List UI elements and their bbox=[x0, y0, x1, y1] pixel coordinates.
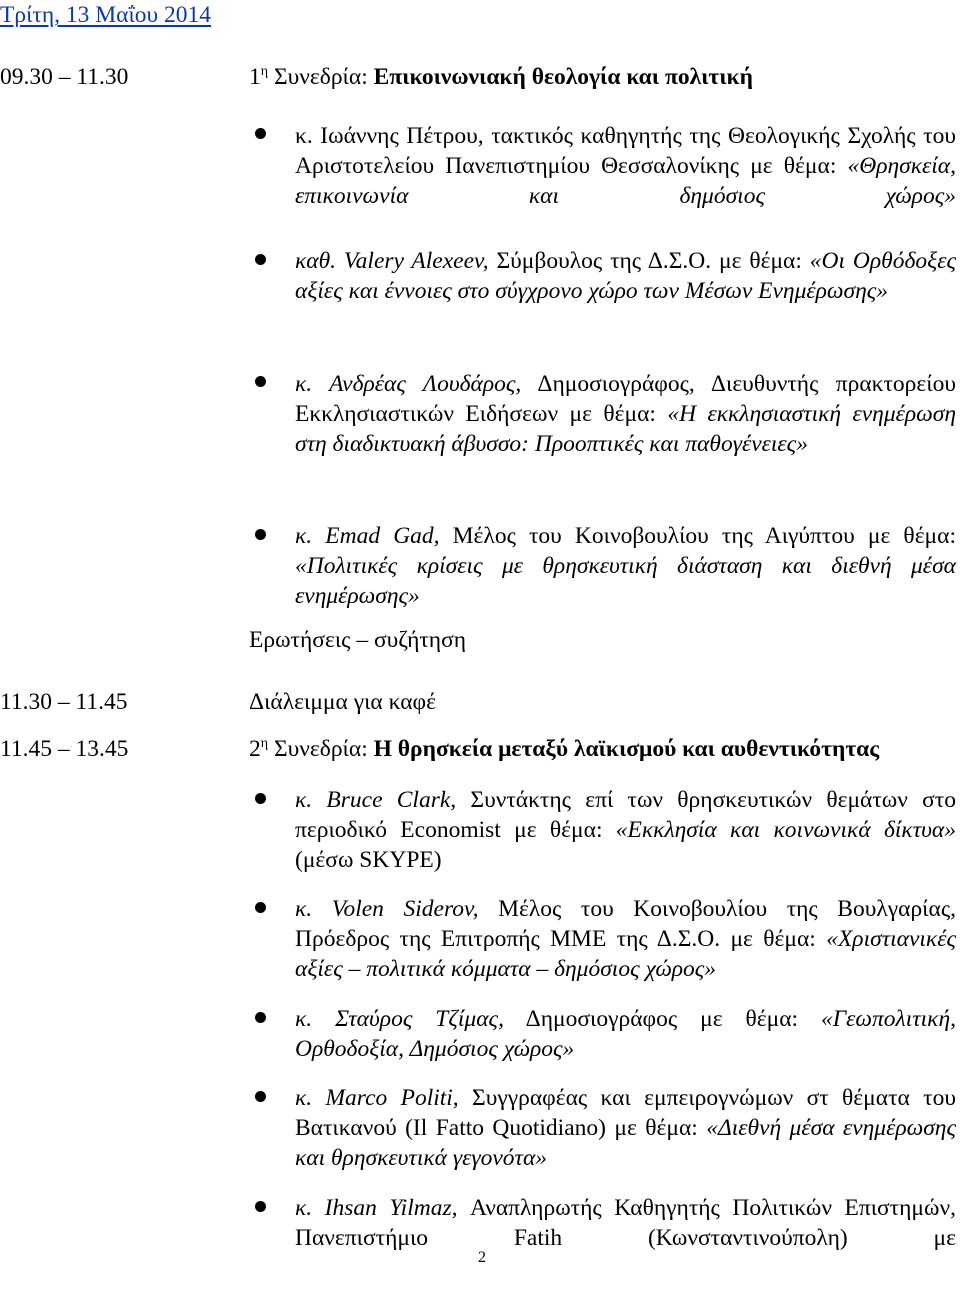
speaker-item-4 bbox=[295, 521, 956, 611]
talk-note: (μέσω SKYPE) bbox=[295, 847, 442, 873]
speaker-name: καθ. Valery Alexeev, bbox=[295, 248, 489, 274]
speaker-role: Δημοσιογράφος με θέμα: bbox=[503, 1006, 822, 1032]
session-2-title: Η θρησκεία μεταξύ λαϊκισμού και αυθεντικότητας bbox=[373, 736, 880, 762]
bullet-icon bbox=[255, 793, 266, 804]
page-number: 2 bbox=[478, 1249, 486, 1266]
session-2-prefix: Συνεδρία: bbox=[268, 736, 374, 762]
speaker-item-2 bbox=[295, 246, 956, 306]
speaker-item-9 bbox=[295, 1193, 956, 1253]
talk-title: «Πολιτικές κρίσεις με θρησκευτική διάσταση και διεθνή μέσα ενημέρωσης» bbox=[295, 553, 956, 609]
speaker-role: Δημοσιογράφος, Διευθυντής πρακτορείου Εκκλησιαστικών Ειδήσεων με θέμα: bbox=[295, 371, 956, 427]
speaker-text: κ. Ιωάννης Πέτρου, τακτικός καθηγητής της Θεολογικής Σχολής του Αριστοτελείου Πανεπιστημίου Θεσσαλονίκης με θέμα: bbox=[295, 123, 956, 179]
speaker-name: κ. Σταύρος Τζίμας, bbox=[295, 1006, 504, 1032]
break-time: 11.30 – 11.45 bbox=[0, 689, 128, 715]
speaker-role: Συντάκτης επί των θρησκευτικών θεμάτων στο περιοδικό Economist με θέμα: bbox=[295, 787, 956, 843]
talk-title: «Γεωπολιτική, Ορθοδοξία, Δημόσιος χώρος» bbox=[295, 1006, 956, 1062]
speaker-name: κ. Volen Siderov, bbox=[295, 896, 479, 922]
talk-title: «Οι Ορθόδοξες αξίες και έννοιες στο σύγχρονο χώρο των Μέσων Ενημέρωσης» bbox=[295, 248, 956, 304]
speaker-name: κ. Ανδρέας Λουδάρος, bbox=[295, 371, 522, 397]
session-1-heading bbox=[249, 62, 753, 92]
bullet-icon bbox=[255, 128, 266, 139]
session-2-ordinal: η bbox=[260, 736, 269, 752]
session-2-number: 2 bbox=[249, 736, 261, 762]
bullet-icon bbox=[255, 529, 266, 540]
bullet-icon bbox=[255, 902, 266, 913]
session-1-title: Επικοινωνιακή θεολογία και πολιτική bbox=[373, 64, 753, 90]
speaker-name: κ. Emad Gad, bbox=[295, 523, 440, 549]
bullet-icon bbox=[255, 254, 266, 265]
speaker-item-8 bbox=[295, 1083, 956, 1173]
break-label: Διάλειμμα για καφέ bbox=[249, 689, 436, 715]
session-1-time: 09.30 – 11.30 bbox=[0, 64, 129, 90]
bullet-icon bbox=[255, 1091, 266, 1102]
bullet-icon bbox=[255, 376, 266, 387]
discussion-label: Ερωτήσεις – συζήτηση bbox=[249, 627, 467, 653]
session-2-heading bbox=[249, 734, 879, 764]
session-1-ordinal: η bbox=[260, 64, 269, 80]
talk-title: «Χριστιανικές αξίες – πολιτικά κόμματα – δημόσιος χώρος» bbox=[295, 926, 956, 982]
speaker-item-5 bbox=[295, 785, 956, 875]
speaker-role: Μέλος του Κοινοβουλίου της Αιγύπτου με θέμα: bbox=[439, 523, 956, 549]
speaker-name: κ. Bruce Clark, bbox=[295, 787, 457, 813]
speaker-role: Αναπληρωτής Καθηγητής Πολιτικών Επιστημών, Πανεπιστήμιο Fatih (Κωνσταντινούπολη) με bbox=[295, 1195, 956, 1251]
session-1-number: 1 bbox=[249, 64, 261, 90]
bullet-icon bbox=[255, 1201, 266, 1212]
speaker-item-3 bbox=[295, 369, 956, 459]
speaker-item-7 bbox=[295, 1004, 956, 1064]
talk-title: «Εκκλησία και κοινωνικά δίκτυα» bbox=[615, 817, 956, 843]
bullet-icon bbox=[255, 1012, 266, 1023]
talk-title: «Διεθνή μέσα ενημέρωσης και θρησκευτικά γεγονότα» bbox=[295, 1115, 956, 1171]
speaker-name: κ. Ihsan Yilmaz, bbox=[295, 1195, 458, 1221]
speaker-role: Μέλος του Κοινοβουλίου της Βουλγαρίας, Πρόεδρος της Επιτροπής ΜΜΕ της Δ.Σ.Ο. με θέμα: bbox=[295, 896, 956, 952]
speaker-name: κ. Marco Politi, bbox=[295, 1085, 459, 1111]
speaker-role: Σύμβουλος της Δ.Σ.Ο. με θέμα: bbox=[488, 248, 810, 274]
speaker-item-6 bbox=[295, 894, 956, 984]
speaker-item-1 bbox=[295, 121, 956, 211]
talk-title: «Η εκκλησιαστική ενημέρωση στη διαδικτυακή άβυσσο: Προοπτικές και παθογένειες» bbox=[295, 401, 956, 457]
speaker-role: Συγγραφέας και εμπειρογνώμων στ θέματα του Βατικανού (Il Fatto Quotidiano) με θέμα: bbox=[295, 1085, 956, 1141]
talk-title: «Θρησκεία, επικοινωνία και δημόσιος χώρος» bbox=[295, 153, 956, 209]
session-2-time: 11.45 – 13.45 bbox=[0, 736, 129, 762]
page-date-heading: Τρίτη, 13 Μαΐου 2014 bbox=[0, 2, 212, 28]
session-1-prefix: Συνεδρία: bbox=[268, 64, 374, 90]
